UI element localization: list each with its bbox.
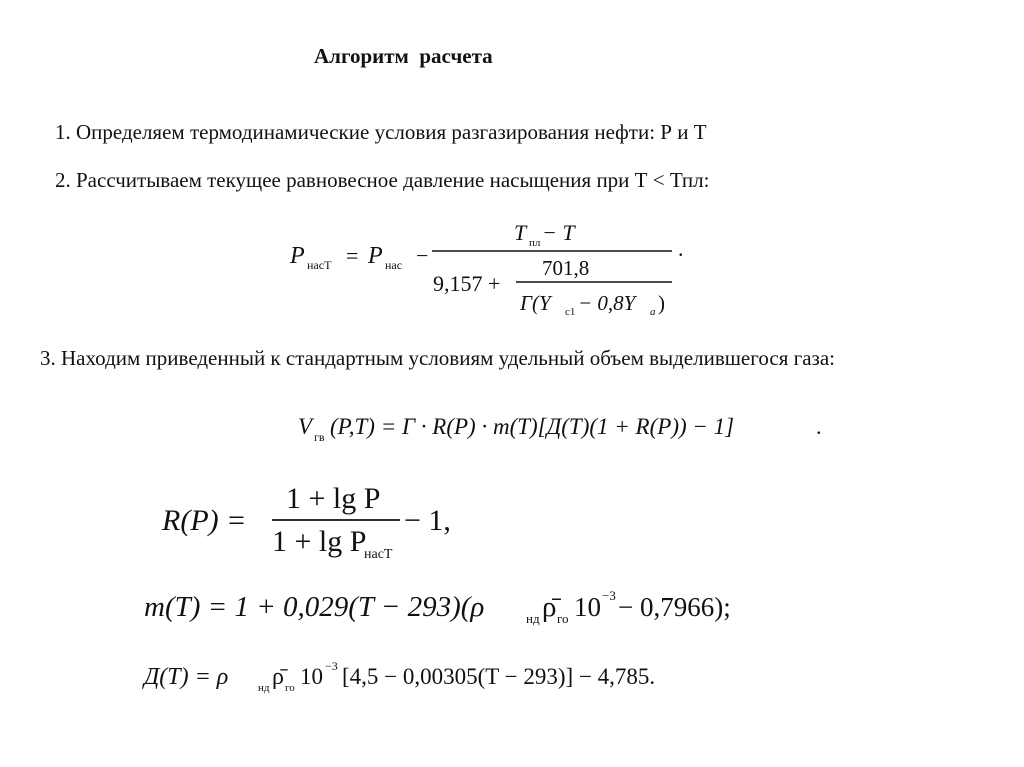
f3-lhs: R(P) =	[162, 504, 247, 537]
f1-p: P	[368, 243, 383, 269]
f5-rho2-sub: го	[285, 682, 295, 694]
saturation-pressure-formula	[280, 214, 700, 326]
f3-den: 1 + lg P	[272, 525, 367, 558]
f4-rho-sub: нд	[526, 611, 540, 626]
f1-inner-num: 701,8	[542, 256, 590, 280]
f5-text: Д(T) = ρ	[144, 664, 229, 690]
f1-lhs-sub: насТ	[307, 258, 332, 272]
f1-inner-den-a: Г(Y	[520, 291, 551, 315]
f4-pow-base: 10	[574, 592, 601, 622]
f1-inner-den-a-sub: c1	[565, 306, 576, 318]
d-of-t-formula	[142, 654, 722, 698]
f5-pow-base: 10	[300, 664, 323, 689]
f4-rho2-sub: го	[557, 611, 569, 626]
f1-num-t-sub: пл	[529, 237, 541, 249]
f1-den-const: 9,157 +	[433, 271, 501, 296]
r-of-p-formula	[160, 478, 460, 564]
f1-inner-den-c: )	[658, 291, 665, 315]
f3-rest: − 1,	[404, 504, 451, 537]
f2-v-sub: гв	[314, 430, 325, 444]
f1-minus: −	[416, 243, 429, 268]
f4-text: m(T) = 1 + 0,029(T − 293)(ρ	[144, 591, 485, 623]
step-3-text: 3. Находим приведенный к стандартным условиям удельный объем выделившегося газа:	[40, 346, 835, 370]
m-of-t-formula	[142, 582, 762, 632]
slide-title: Алгоритм расчета	[314, 44, 493, 68]
f3-num: 1 + lg P	[286, 482, 381, 515]
f5-rho-sub: нд	[258, 682, 270, 694]
f4-rho2: ρ̄	[542, 591, 557, 623]
f3-den-sub: насТ	[364, 547, 393, 562]
step-1-text: 1. Определяем термодинамические условия разгазирования нефти: Р и Т	[55, 120, 707, 144]
f1-eq: =	[346, 243, 359, 268]
f2-v: V	[298, 414, 313, 439]
f2-tail: .	[816, 414, 822, 439]
f1-tail: .	[678, 236, 684, 261]
gas-volume-formula	[294, 402, 839, 454]
f5-rho2: ρ̄	[272, 664, 284, 690]
f1-num-t: T	[514, 220, 527, 245]
f4-rest: − 0,7966);	[618, 592, 731, 622]
f2-args: (P,T) = Г · R(P) · m(T)[Д(T)(1 + R(P)) − 1]	[330, 414, 735, 439]
f1-inner-den-b: − 0,8Y	[578, 291, 636, 315]
f1-lhs: P	[290, 243, 305, 269]
f5-rest: [4,5 − 0,00305(T − 293)] − 4,785.	[342, 664, 656, 689]
f1-p-sub: нас	[385, 258, 403, 272]
f1-num-rest: − T	[542, 220, 575, 245]
step-2-text: 2. Рассчитываем текущее равновесное давление насыщения при Т < Тпл:	[55, 168, 710, 192]
f5-pow-exp: −3	[325, 659, 338, 673]
f4-pow-exp: −3	[602, 588, 616, 603]
f1-inner-den-b-sub: a	[650, 306, 656, 318]
